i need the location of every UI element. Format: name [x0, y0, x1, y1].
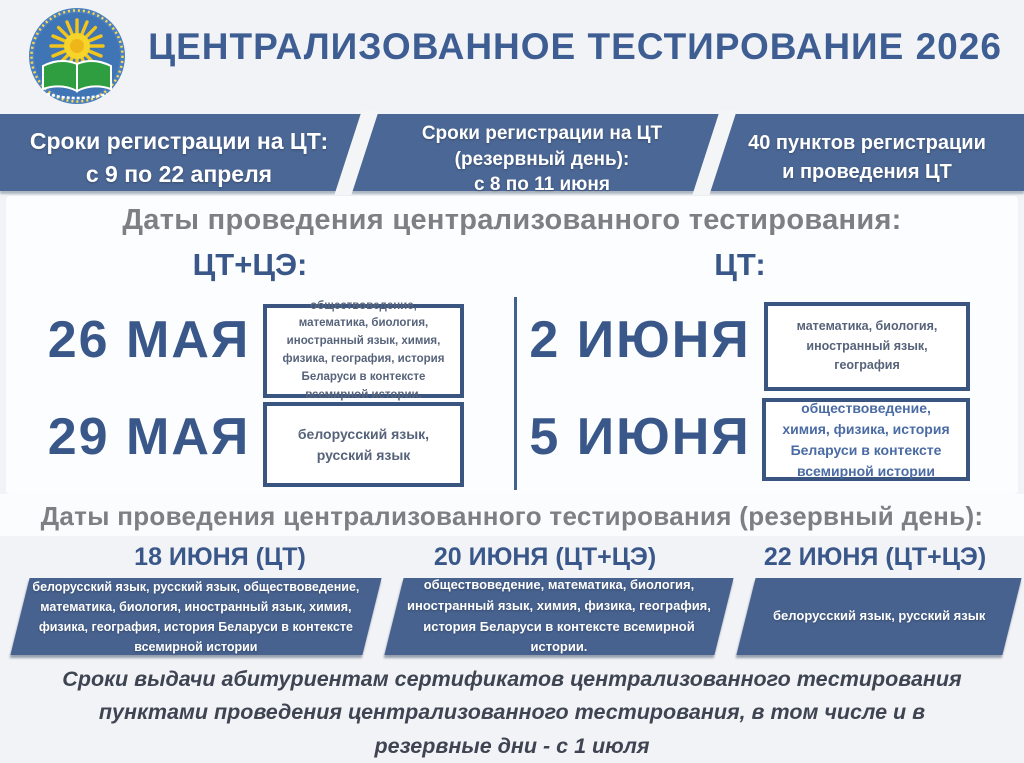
date-26-may: 26 МАЯ [47, 311, 251, 369]
reserve-subjects-text: белорусский язык, русский язык, обществоведение, математика, биология, иностранный язык, химия, физика, география, история Беларуси в контексте всемирной истории [32, 579, 360, 654]
banner-line: 40 пунктов регистрации [748, 132, 986, 154]
subjects-box-26-may: обществоведение, математика, биология, иностранный язык, химия, физика, география, история Беларуси в контексте всемирной истории. [263, 304, 464, 398]
banner-divider-slash [692, 111, 736, 195]
banner-line: с 9 по 22 апреля [85, 161, 273, 188]
registration-period-banner [14, 125, 344, 192]
ministry-of-education-emblem-icon [26, 6, 128, 106]
subjects-box-29-may: белорусский язык, русский язык [263, 402, 464, 487]
poster-title: ЦЕНТРАЛИЗОВАННОЕ ТЕСТИРОВАНИЕ 2026 [148, 26, 1002, 67]
reserve-date-22-june: 22 ИЮНЯ (ЦТ+ЦЭ) [763, 543, 987, 571]
banner-line: и проведения ЦТ [782, 161, 952, 183]
reserve-date-20-june: 20 ИЮНЯ (ЦТ+ЦЭ) [433, 543, 657, 571]
date-29-may: 29 МАЯ [47, 408, 251, 466]
certificates-issuance-note: Сроки выдачи абитуриентам сертификатов централизованного тестирования пунктами проведения централизованного тестирования, в том числе и в резервные дни - с 1 июля [62, 667, 962, 758]
reserve-dates-heading: Даты проведения централизованного тестирования (резервный день): [40, 501, 984, 531]
column-label-ct: ЦТ: [714, 247, 766, 282]
reserve-date-18-june: 18 ИЮНЯ (ЦТ) [134, 543, 306, 571]
subjects-box-2-june: математика, биология, иностранный язык, география [764, 302, 970, 391]
reserve-subjects-box-20-june [384, 578, 733, 655]
info-banner-band [0, 114, 1024, 196]
registration-points-banner [742, 129, 992, 187]
banner-line: Сроки регистрации на ЦТ [421, 123, 663, 144]
reserve-subjects-box-18-june [10, 578, 381, 655]
date-5-june: 5 ИЮНЯ [529, 408, 751, 466]
column-label-ct-ce: ЦТ+ЦЭ: [192, 247, 308, 282]
banner-line: с 8 по 11 июня [474, 174, 610, 196]
reserve-registration-period-banner [392, 121, 692, 198]
banner-line: Сроки регистрации на ЦТ: [29, 128, 329, 154]
reserve-subjects-text: обществоведение, математика, биология, иностранный язык, химия, физика, география, история Беларуси в контексте всемирной истории. [407, 576, 711, 655]
banner-line: (резервный день): [454, 148, 630, 170]
subjects-box-5-june: обществоведение, химия, физика, история Беларуси в контексте всемирной истории [762, 398, 970, 481]
date-2-june: 2 ИЮНЯ [529, 311, 751, 369]
reserve-subjects-box-22-june [736, 578, 1021, 655]
column-divider [514, 297, 517, 490]
ministry-logo-graphic [26, 6, 128, 106]
main-dates-heading: Даты проведения централизованного тестирования: [122, 204, 902, 236]
reserve-subjects-text: белорусский язык, русский язык [772, 608, 986, 624]
